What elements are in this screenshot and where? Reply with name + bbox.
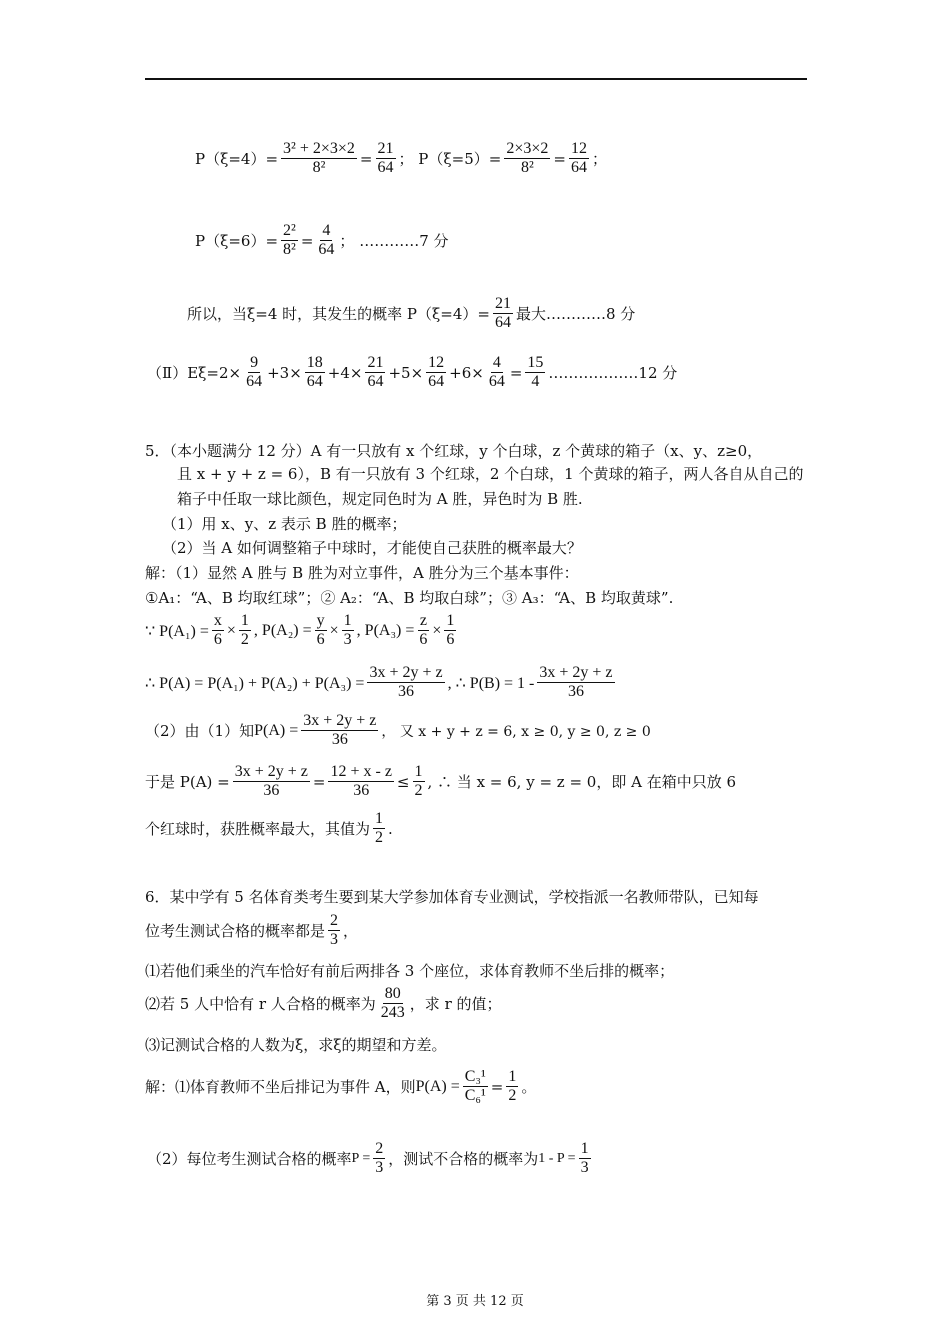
numerator: 1 xyxy=(239,612,251,631)
denominator: 2 xyxy=(375,829,384,847)
fraction xyxy=(233,763,310,801)
text: , P(A₃) = xyxy=(356,621,415,639)
numerator: 1 xyxy=(506,1068,518,1087)
text: ………………12 分 xyxy=(548,364,678,383)
question-6-part-1: ⑴若他们乘坐的汽车恰好有前后两排各 3 个座位，求体育教师不坐后排的概率； xyxy=(145,962,675,980)
fraction xyxy=(463,1068,488,1106)
question-5-part-2: （2）当 A 如何调整箱子中球时，才能使自己获胜的概率最大？ xyxy=(162,539,582,557)
max-prob-line xyxy=(187,295,635,333)
question-5-line-2: 且 x + y + z = 6），B 有一只放有 3 个红球，2 个白球，1 个黄球的箱子，两人各自从自己的 xyxy=(177,465,804,483)
numerator: 2 xyxy=(328,912,340,931)
solution-intro: 解：（1）显然 A 胜与 B 胜为对立事件，A 胜分为三个基本事件： xyxy=(145,564,579,582)
numerator: 3x + 2y + z xyxy=(537,664,614,683)
text: 解：⑴体育教师不坐后排记为事件 A，则 xyxy=(145,1078,416,1097)
denominator: 36 xyxy=(567,683,584,701)
denominator: 36 xyxy=(353,782,370,800)
fraction xyxy=(569,140,589,178)
denominator: 4 xyxy=(531,373,540,391)
text: P(A) = xyxy=(415,1077,460,1095)
denominator: 3 xyxy=(375,1159,384,1177)
numerator: 12 xyxy=(426,354,446,373)
fraction xyxy=(244,354,264,392)
text: （Ⅱ）Eξ=2× xyxy=(147,364,242,383)
text: 。 xyxy=(521,1078,537,1097)
denominator: 243 xyxy=(380,1004,405,1022)
text: ； xyxy=(591,150,607,169)
text: +6× xyxy=(449,363,484,382)
text: ，求 r 的值； xyxy=(409,995,502,1014)
header-rule xyxy=(145,78,807,80)
numerator: 4 xyxy=(320,222,332,241)
page-footer: 第 3 页 共 12 页 xyxy=(426,1294,524,1309)
denominator: 36 xyxy=(331,731,348,749)
question-5-line-1: 5．（本小题满分 12 分）A 有一只放有 x 个红球，y 个白球，z 个黄球的箱子（x、y、z≥0， xyxy=(145,442,763,460)
numerator: 21 xyxy=(376,140,396,159)
numerator: 2×3×2 xyxy=(504,140,550,159)
denominator: 2 xyxy=(414,782,423,800)
text: +3× xyxy=(267,363,302,382)
numerator: 15 xyxy=(525,354,545,373)
text: × xyxy=(432,621,442,639)
denominator: 3 xyxy=(343,631,352,649)
pa-pb-formula xyxy=(145,664,618,702)
fraction xyxy=(373,810,385,848)
numerator: x xyxy=(212,612,224,631)
fraction xyxy=(506,1068,518,1106)
denominator: 3 xyxy=(580,1159,589,1177)
text: × xyxy=(329,621,339,639)
denominator: 6 xyxy=(446,631,455,649)
text: ， xyxy=(343,922,359,941)
fraction xyxy=(376,140,396,178)
numerator: 1 xyxy=(342,612,354,631)
text: ， 又 x + y + z = 6, x ≥ 0, y ≥ 0, z ≥ 0 xyxy=(381,723,651,740)
fraction xyxy=(487,354,507,392)
text: ； P（ξ=5）= xyxy=(398,150,502,169)
numerator: 21 xyxy=(365,354,385,373)
fraction xyxy=(413,763,425,801)
text: +5× xyxy=(388,363,424,382)
fraction xyxy=(379,985,407,1023)
denominator: 8² xyxy=(312,159,326,177)
denominator: 36 xyxy=(263,782,280,800)
inequality-line xyxy=(145,763,736,801)
text: （2）每位考生测试合格的概率 xyxy=(147,1150,352,1169)
text: P = xyxy=(351,1150,371,1166)
fraction xyxy=(212,612,224,650)
denominator: 64 xyxy=(494,314,511,332)
denominator: 64 xyxy=(377,159,394,177)
text: ； …………7 分 xyxy=(339,232,449,251)
fraction xyxy=(281,140,357,178)
text: ⑵若 5 人中恰有 r 人合格的概率为 xyxy=(145,995,376,1014)
fraction xyxy=(525,354,545,392)
prob-line-1 xyxy=(195,140,607,178)
question-6-part-2 xyxy=(145,985,502,1023)
numerator: z xyxy=(418,612,429,631)
text: P(A) = xyxy=(254,721,299,739)
numerator: 1 xyxy=(444,612,456,631)
fraction xyxy=(373,1140,385,1178)
solution-events: ①A₁：“A、B 均取红球”；② A₂：“A、B 均取白球”；③ A₃：“A、B 均取黄球”. xyxy=(145,589,674,607)
denominator: 3 xyxy=(330,931,339,949)
denominator: 6 xyxy=(316,631,325,649)
numerator: 3² + 2×3×2 xyxy=(281,140,357,159)
text: （2）由（1）知 xyxy=(145,722,255,741)
question-6-part-3: ⑶记测试合格的人数为ξ，求ξ的期望和方差。 xyxy=(145,1036,447,1054)
numerator: 4 xyxy=(491,354,503,373)
event-probabilities xyxy=(145,612,459,650)
numerator: 1 xyxy=(373,810,385,829)
fraction xyxy=(281,222,298,260)
text: = xyxy=(300,231,314,250)
numerator: 80 xyxy=(383,985,403,1004)
text: = xyxy=(490,1077,504,1096)
denominator: 8² xyxy=(283,241,296,259)
text: 个红球时，获胜概率最大，其值为 xyxy=(145,820,371,839)
fraction xyxy=(301,712,378,750)
numerator: 1 xyxy=(413,763,425,782)
part-2-known xyxy=(145,712,651,750)
denominator: 8² xyxy=(520,159,534,177)
text: = xyxy=(553,149,566,168)
denominator: 6 xyxy=(419,631,428,649)
numerator: 2² xyxy=(281,222,298,241)
denominator: 64 xyxy=(318,241,335,259)
numerator: 1 xyxy=(579,1140,591,1159)
text: = xyxy=(509,363,523,382)
text: = xyxy=(312,772,326,791)
denominator: 64 xyxy=(488,373,505,391)
text: , P(A₂) = xyxy=(253,621,312,639)
text: , ∴ 当 x = 6, y = z = 0，即 A 在箱中只放 6 xyxy=(427,773,737,792)
fraction xyxy=(367,664,444,702)
text: , ∴ P(B) = 1 - xyxy=(447,674,535,692)
question-6-line-1: 6．某中学有 5 名体育类考生要到某大学参加体育专业测试，学校指派一名教师带队，已知每 xyxy=(145,888,759,906)
denominator: 2 xyxy=(508,1087,517,1105)
denominator: 64 xyxy=(246,373,263,391)
fraction xyxy=(239,612,251,650)
denominator: 36 xyxy=(398,683,415,701)
fraction xyxy=(316,222,336,260)
fraction xyxy=(579,1140,591,1178)
text: 最大…………8 分 xyxy=(515,305,636,324)
fraction xyxy=(342,612,354,650)
conclusion-line xyxy=(145,810,393,848)
numerator: 2 xyxy=(373,1140,385,1159)
text: ≤ xyxy=(396,772,410,791)
fraction xyxy=(365,354,385,392)
solution-6-line-1 xyxy=(145,1068,536,1106)
text: P（ξ=6）= xyxy=(195,232,279,251)
text: = xyxy=(359,149,373,168)
text: 位考生测试合格的概率都是 xyxy=(145,922,326,941)
text: 所以，当ξ=4 时，其发生的概率 P（ξ=4）= xyxy=(187,305,490,324)
numerator: 3x + 2y + z xyxy=(233,763,310,782)
fraction xyxy=(537,664,614,702)
question-5-part-1: （1）用 x、y、z 表示 B 胜的概率； xyxy=(162,515,407,533)
numerator: 3x + 2y + z xyxy=(301,712,378,731)
numerator: 12 + x - z xyxy=(328,763,393,782)
fraction xyxy=(504,140,550,178)
text: . xyxy=(388,819,393,838)
fraction xyxy=(328,912,340,950)
text: ∴ P(A) = P(A₁) + P(A₂) + P(A₃) = xyxy=(145,674,365,692)
solution-6-line-2 xyxy=(147,1140,594,1178)
text: 于是 P(A) = xyxy=(145,773,230,792)
numerator: 12 xyxy=(569,140,589,159)
numerator: 3x + 2y + z xyxy=(367,664,444,683)
numerator: 21 xyxy=(493,295,513,314)
text: P（ξ=4）= xyxy=(195,150,279,169)
question-5-line-3: 箱子中任取一球比颜色，规定同色时为 A 胜，异色时为 B 胜. xyxy=(177,490,583,508)
numerator: C₃¹ xyxy=(463,1068,488,1087)
question-6-line-2 xyxy=(145,912,358,950)
denominator: 64 xyxy=(570,159,587,177)
fraction xyxy=(444,612,456,650)
text: × xyxy=(226,621,236,639)
expectation-line xyxy=(147,354,677,392)
fraction xyxy=(305,354,325,392)
numerator: 18 xyxy=(305,354,325,373)
fraction xyxy=(328,763,393,801)
fraction xyxy=(426,354,446,392)
text: ，测试不合格的概率为 xyxy=(388,1150,539,1169)
denominator: 2 xyxy=(240,631,249,649)
denominator: 64 xyxy=(367,373,384,391)
prob-line-2 xyxy=(195,222,449,260)
fraction xyxy=(493,295,513,333)
denominator: 64 xyxy=(428,373,445,391)
text: ∵ P(A₁) = xyxy=(145,622,209,640)
text: 1 - P = xyxy=(538,1150,576,1166)
fraction xyxy=(315,612,327,650)
denominator: C₆¹ xyxy=(464,1087,486,1105)
fraction xyxy=(417,612,429,650)
numerator: y xyxy=(315,612,327,631)
text: +4× xyxy=(327,363,363,382)
denominator: 64 xyxy=(306,373,323,391)
numerator: 9 xyxy=(248,354,260,373)
denominator: 6 xyxy=(213,631,222,649)
